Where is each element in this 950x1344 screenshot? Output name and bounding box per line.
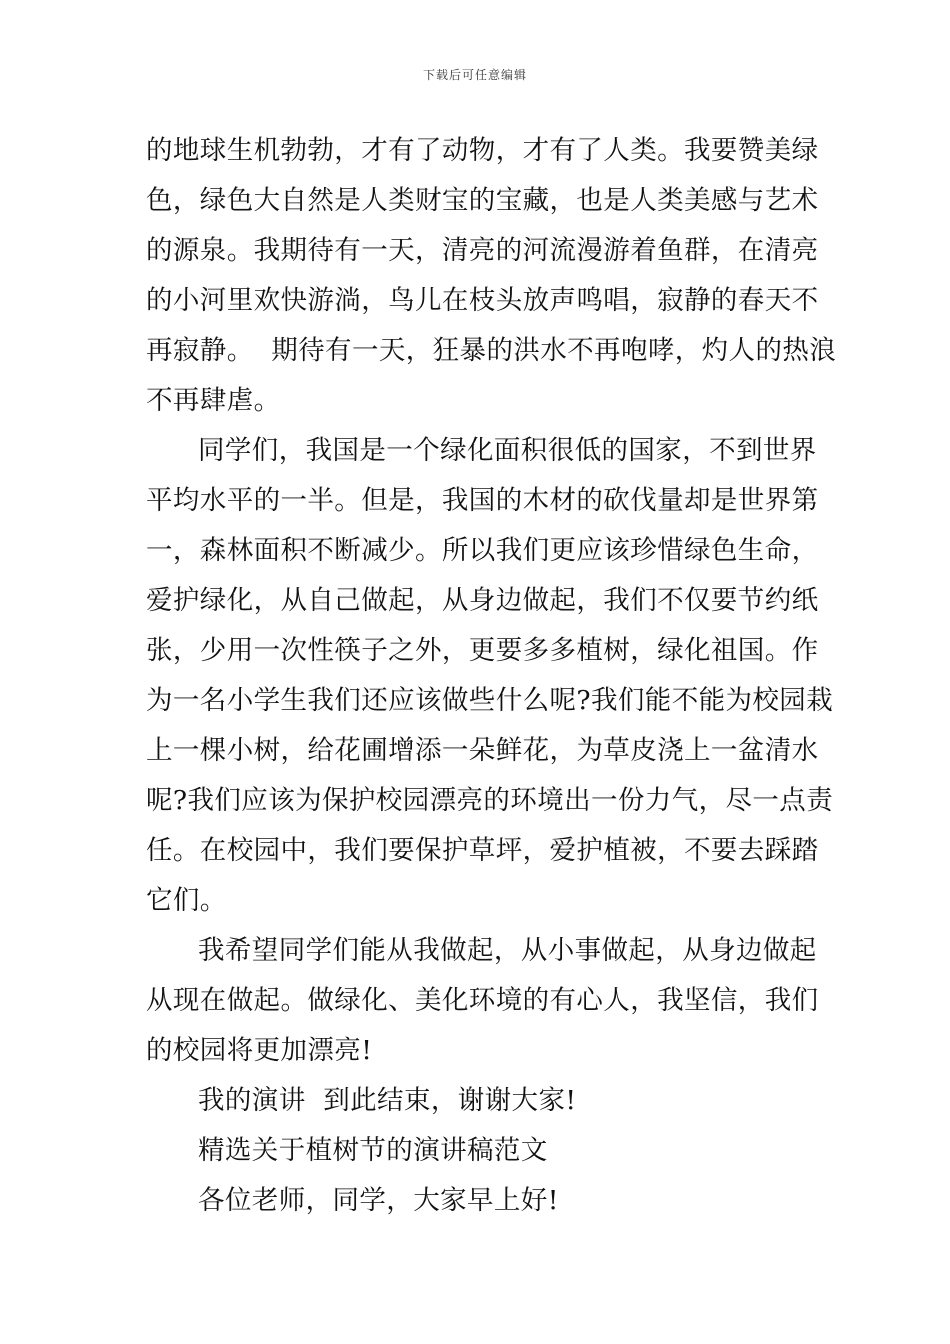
text-line: 平均水平的一半。但是，我国的木材的砍伐量却是世界第 <box>146 485 819 516</box>
text-line: 的源泉。我期待有一天，清亮的河流漫游着鱼群，在清亮 <box>146 235 819 266</box>
greeting-line: 各位老师，同学，大家早上好! <box>198 1185 559 1216</box>
text-line: 不再肆虐。 <box>146 385 281 416</box>
text-line: 一，森林面积不断减少。所以我们更应该珍惜绿色生命， <box>146 535 819 566</box>
text-line: 色，绿色大自然是人类财宝的宝藏，也是人类美感与艺术 <box>146 185 819 216</box>
section-title-line: 精选关于植树节的演讲稿范文 <box>198 1135 548 1166</box>
text-line: 它们。 <box>146 885 227 916</box>
text-line: 呢?我们应该为保护校园漂亮的环境出一份力气，尽一点责 <box>146 785 834 816</box>
text-line: 的校园将更加漂亮! <box>146 1035 373 1066</box>
page-header: 下载后可任意编辑 <box>422 68 527 82</box>
paragraph-start-line: 同学们，我国是一个绿化面积很低的国家，不到世界 <box>198 435 817 466</box>
text-line: 从现在做起。做绿化、美化环境的有心人，我坚信，我们 <box>146 985 819 1016</box>
text-line: 为一名小学生我们还应该做些什么呢?我们能不能为校园栽 <box>146 685 834 716</box>
text-line: 张，少用一次性筷子之外，更要多多植树，绿化祖国。作 <box>146 635 819 666</box>
text-line: 再寂静。 期待有一天，狂暴的洪水不再咆哮，灼人的热浪 <box>146 335 837 366</box>
text-line: 的地球生机勃勃，才有了动物，才有了人类。我要赞美绿 <box>146 135 819 166</box>
text-line: 任。在校园中，我们要保护草坪，爱护植被，不要去踩踏 <box>146 835 819 866</box>
paragraph-start-line: 我的演讲 到此结束，谢谢大家! <box>198 1085 577 1116</box>
text-line: 上一棵小树，给花圃增添一朵鲜花，为草皮浇上一盆清水 <box>146 735 819 766</box>
paragraph-start-line: 我希望同学们能从我做起，从小事做起，从身边做起 <box>198 935 817 966</box>
document-body <box>146 126 837 1226</box>
text-line: 的小河里欢快游淌，鸟儿在枝头放声鸣唱，寂静的春天不 <box>146 285 819 316</box>
text-line: 爱护绿化，从自己做起，从身边做起，我们不仅要节约纸 <box>146 585 819 616</box>
